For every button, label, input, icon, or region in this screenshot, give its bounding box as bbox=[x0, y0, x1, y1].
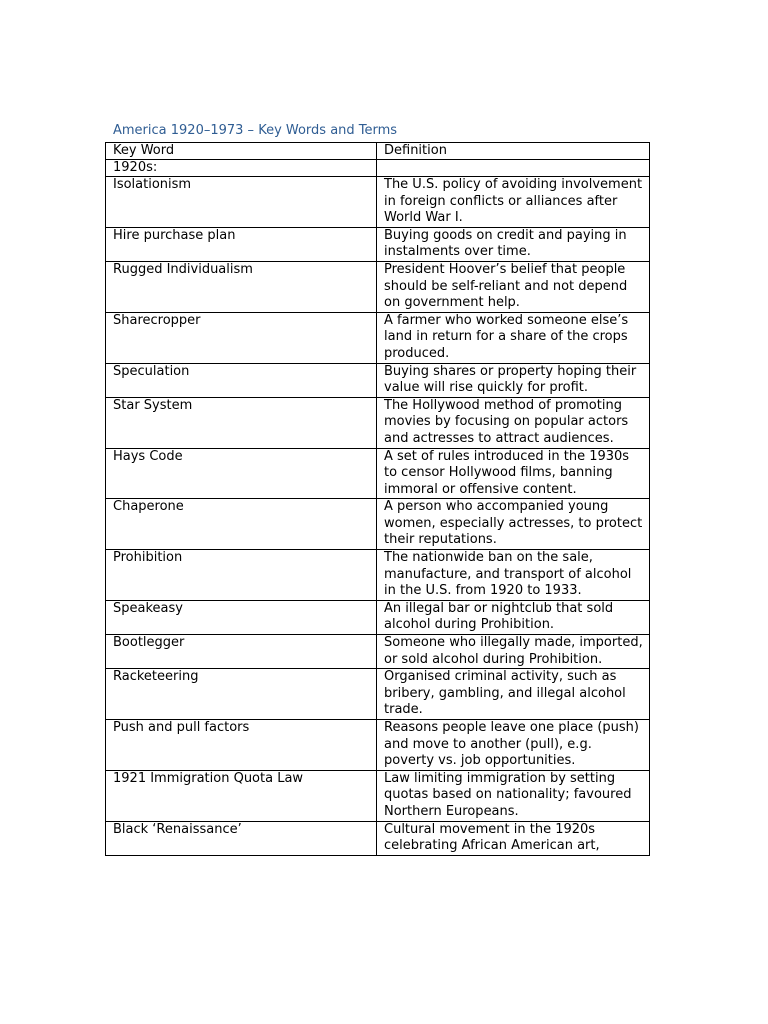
table-row bbox=[106, 448, 650, 499]
term-cell: Black ‘Renaissance’ bbox=[106, 821, 377, 855]
header-definition: Definition bbox=[377, 143, 650, 160]
term-cell: Push and pull factors bbox=[106, 720, 377, 771]
term-cell: 1921 Immigration Quota Law bbox=[106, 770, 377, 821]
table-row bbox=[106, 312, 650, 363]
term-cell: Chaperone bbox=[106, 499, 377, 550]
term-cell: Isolationism bbox=[106, 177, 377, 228]
term-cell: Rugged Individualism bbox=[106, 261, 377, 312]
definition-cell: Cultural movement in the 1920s celebrating African American art, bbox=[377, 821, 650, 855]
term-cell: Prohibition bbox=[106, 550, 377, 601]
definition-cell: Organised criminal activity, such as bribery, gambling, and illegal alcohol trade. bbox=[377, 669, 650, 720]
definition-cell: Someone who illegally made, imported, or sold alcohol during Prohibition. bbox=[377, 635, 650, 669]
section-row bbox=[106, 160, 650, 177]
table-header-row bbox=[106, 143, 650, 160]
term-cell: Star System bbox=[106, 397, 377, 448]
table-row bbox=[106, 600, 650, 634]
definition-cell: Buying shares or property hoping their value will rise quickly for profit. bbox=[377, 363, 650, 397]
table-row bbox=[106, 177, 650, 228]
key-words-table-body bbox=[106, 143, 650, 856]
term-cell: Hays Code bbox=[106, 448, 377, 499]
term-cell: Bootlegger bbox=[106, 635, 377, 669]
definition-cell: Law limiting immigration by setting quotas based on nationality; favoured Northern Europeans. bbox=[377, 770, 650, 821]
table-row bbox=[106, 499, 650, 550]
table-row bbox=[106, 550, 650, 601]
definition-cell: A person who accompanied young women, especially actresses, to protect their reputations. bbox=[377, 499, 650, 550]
term-cell: Sharecropper bbox=[106, 312, 377, 363]
section-empty-cell bbox=[377, 160, 650, 177]
table-row bbox=[106, 635, 650, 669]
table-row bbox=[106, 227, 650, 261]
table-row bbox=[106, 363, 650, 397]
definition-cell: An illegal bar or nightclub that sold alcohol during Prohibition. bbox=[377, 600, 650, 634]
definition-cell: A farmer who worked someone else’s land in return for a share of the crops produced. bbox=[377, 312, 650, 363]
table-row bbox=[106, 821, 650, 855]
header-key-word: Key Word bbox=[106, 143, 377, 160]
definition-cell: President Hoover’s belief that people should be self-reliant and not depend on government help. bbox=[377, 261, 650, 312]
table-row bbox=[106, 669, 650, 720]
term-cell: Speakeasy bbox=[106, 600, 377, 634]
table-row bbox=[106, 770, 650, 821]
definition-cell: A set of rules introduced in the 1930s to censor Hollywood films, banning immoral or offensive content. bbox=[377, 448, 650, 499]
document-title: America 1920–1973 – Key Words and Terms bbox=[113, 123, 398, 138]
term-cell: Racketeering bbox=[106, 669, 377, 720]
definition-cell: The Hollywood method of promoting movies by focusing on popular actors and actresses to attract audiences. bbox=[377, 397, 650, 448]
definition-cell: The U.S. policy of avoiding involvement in foreign conflicts or alliances after World War I. bbox=[377, 177, 650, 228]
definition-cell: Reasons people leave one place (push) and move to another (pull), e.g. poverty vs. job opportunities. bbox=[377, 720, 650, 771]
term-cell: Speculation bbox=[106, 363, 377, 397]
definition-cell: The nationwide ban on the sale, manufacture, and transport of alcohol in the U.S. from 1920 to 1933. bbox=[377, 550, 650, 601]
table-row bbox=[106, 261, 650, 312]
section-label: 1920s: bbox=[106, 160, 377, 177]
definition-cell: Buying goods on credit and paying in instalments over time. bbox=[377, 227, 650, 261]
table-row bbox=[106, 397, 650, 448]
term-cell: Hire purchase plan bbox=[106, 227, 377, 261]
table-row bbox=[106, 720, 650, 771]
key-words-table bbox=[105, 142, 650, 856]
